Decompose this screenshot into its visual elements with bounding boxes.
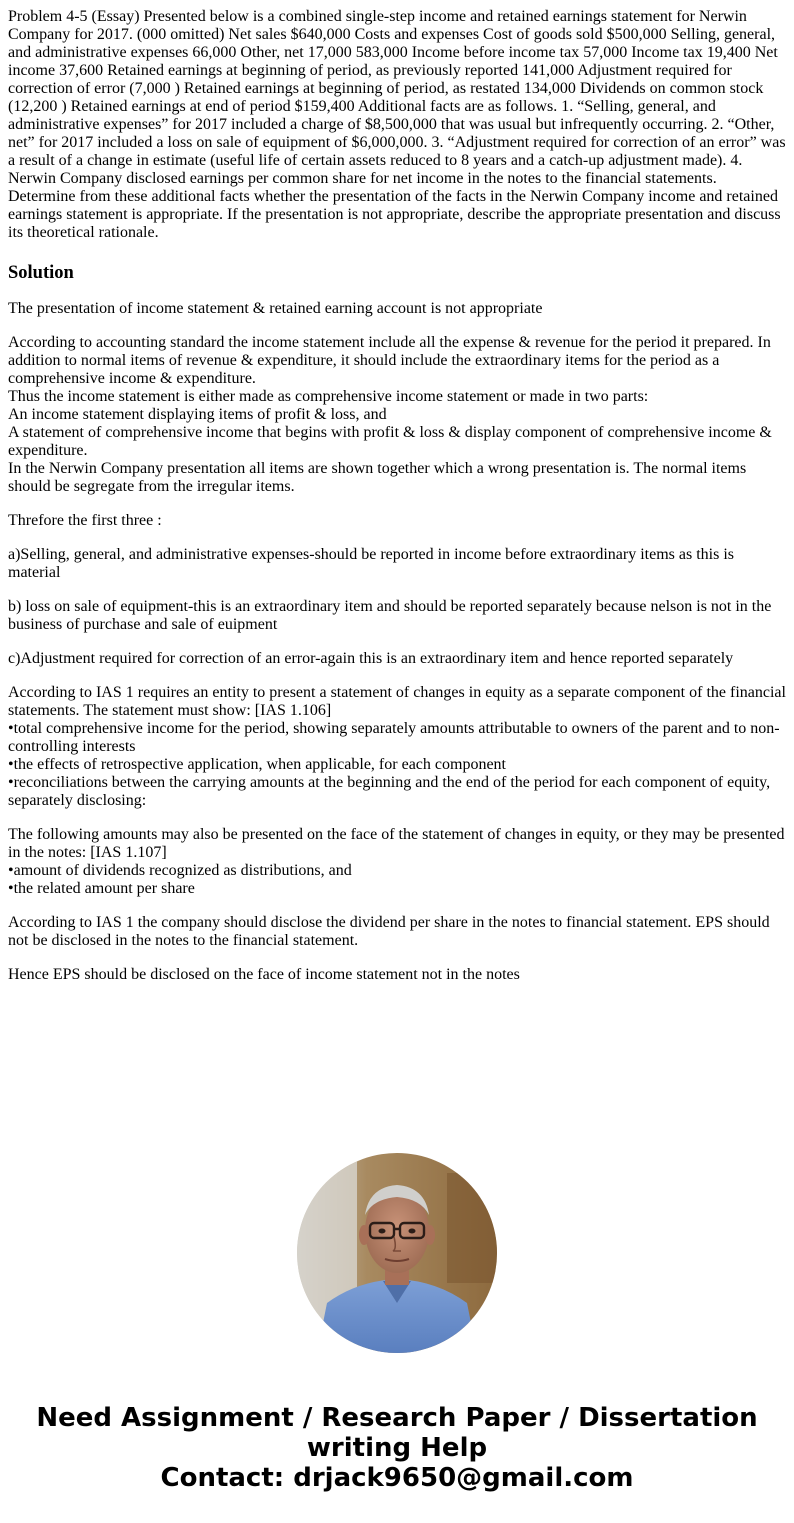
author-avatar [297,1153,497,1353]
solution-point-a: a)Selling, general, and administrative expenses-should be reported in income before extraordinary items as this is material [8,546,734,581]
bullet-line: •reconciliations between the carrying amounts at the beginning and the end of the period for each component of equity, separately disclosing: [8,774,771,809]
contact-banner [0,1403,794,1493]
solution-paragraph-1: The presentation of income statement & retained earning account is not appropriate [8,300,543,317]
document-body [8,8,786,1000]
solution-conclusion: Hence EPS should be disclosed on the face of income statement not in the notes [8,966,520,983]
solution-heading: Solution [8,263,74,283]
solution-point-c: c)Adjustment required for correction of an error-again this is an extraordinary item and hence reported separately [8,650,734,667]
paragraph-line: According to accounting standard the income statement include all the expense & revenue for the period it prepared. In addition to normal items of revenue & expenditure, it should include the extraordinary items for the period as a comprehensive income & expenditure. [8,334,771,387]
solution-paragraph-ias-1107 [8,826,786,898]
contact-banner-line: writing Help [306,1433,488,1463]
paragraph-line: A statement of comprehensive income that begins with profit & loss & display component of comprehensive income & expenditure. [8,424,772,459]
paragraph-line: Thus the income statement is either made as comprehensive income statement or made in two parts: [8,388,649,405]
bullet-line: •the related amount per share [8,880,195,897]
bullet-line: •the effects of retrospective application, when applicable, for each component [8,756,506,773]
solution-paragraph-9: According to IAS 1 the company should disclose the dividend per share in the notes to financial statement. EPS should not be disclosed in the notes to the financial statement. [8,914,770,949]
contact-email: Contact: drjack9650@gmail.com [160,1463,634,1493]
solution-paragraph-3: Threfore the first three : [8,512,162,529]
paragraph-line: According to IAS 1 requires an entity to present a statement of changes in equity as a separate component of the financial statements. The statement must show: [IAS 1.106] [8,684,786,719]
problem-statement: Problem 4-5 (Essay) Presented below is a combined single-step income and retained earnings statement for Nerwin Company for 2017. (000 omitted) Net sales $640,000 Costs and expenses Cost of goods sold $500,000 Selling, general, and administrative expenses 66,000 Other, net 17,000 583,000 Income before income tax 57,000 Income tax 19,400 Net income 37,600 Retained earnings at beginning of period, as previously reported 141,000 Adjustment required for correction of error (7,000 ) Retained earnings at beginning of period, as restated 134,000 Dividends on common stock (12,200 ) Retained earnings at end of period $159,400 Additional facts are as follows. 1. “Selling, general, and administrative expenses” for 2017 included a charge of $8,500,000 that was usual but infrequently occurring. 2. “Other, net” for 2017 included a loss on sale of equipment of $6,000,000. 3. “Adjustment required for correction of an error” was a result of a change in estimate (useful life of certain assets reduced to 8 years and a catch-up adjustment made). 4. Nerwin Company disclosed earnings per common share for net income in the notes to the financial statements. Determine from these additional facts whether the presentation of the facts in the Nerwin Company income and retained earnings statement is appropriate. If the presentation is not appropriate, describe the appropriate presentation and discuss its theoretical rationale. [8,8,786,241]
contact-banner-line: Need Assignment / Research Paper / Dissertation [36,1403,758,1433]
author-portrait-image [297,1153,497,1353]
bullet-line: •amount of dividends recognized as distributions, and [8,862,352,879]
paragraph-line: An income statement displaying items of profit & loss, and [8,406,387,423]
paragraph-line: The following amounts may also be presented on the face of the statement of changes in equity, or they may be presented in the notes: [IAS 1.107] [8,826,785,861]
solution-point-b: b) loss on sale of equipment-this is an extraordinary item and should be reported separately because nelson is not in the business of purchase and sale of euipment [8,598,772,633]
solution-paragraph-2 [8,334,786,496]
solution-paragraph-ias-1106 [8,684,786,810]
paragraph-line: In the Nerwin Company presentation all items are shown together which a wrong presentation is. The normal items should be segregate from the irregular items. [8,460,747,495]
bullet-line: •total comprehensive income for the period, showing separately amounts attributable to owners of the parent and to non-controlling interests [8,720,780,755]
